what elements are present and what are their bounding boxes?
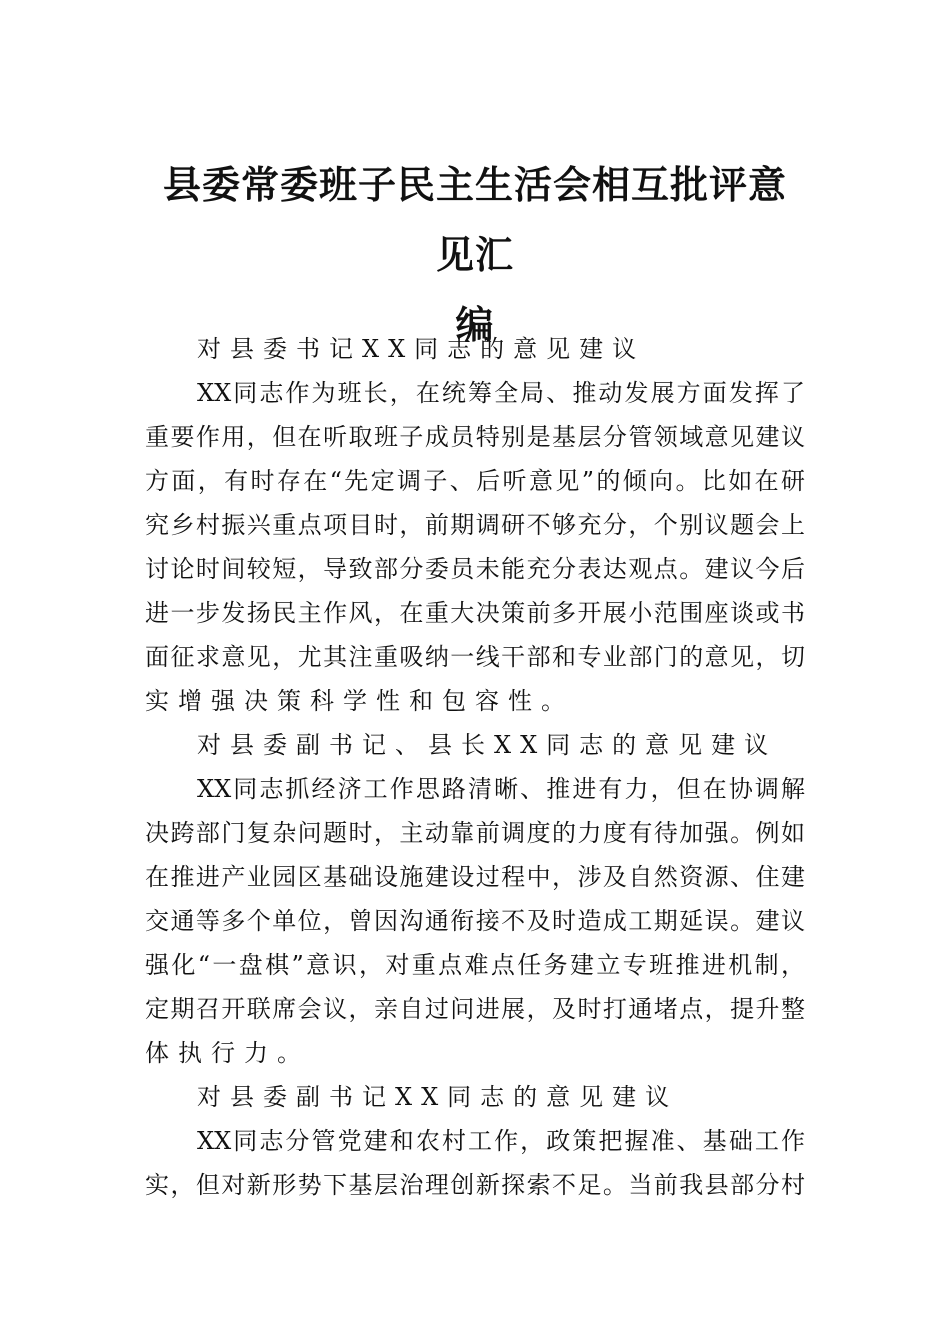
text-line: 定期召开联席会议，亲自过问进展，及时打通堵点，提升整 (145, 995, 805, 1023)
text-line: 对县委副书记、县长XX同志的意见建议 (197, 731, 778, 759)
text-line: 对县委书记XX同志的意见建议 (197, 335, 646, 363)
text-line: 面征求意见，尤其注重吸纳一线干部和专业部门的意见，切 (145, 643, 805, 671)
document-body (145, 327, 805, 1207)
title-line: 编 (455, 302, 495, 347)
text-line: 交通等多个单位，曾因沟通衔接不及时造成工期延误。建议 (145, 907, 805, 935)
text-line: 在推进产业园区基础设施建设过程中，涉及自然资源、住建 (145, 863, 805, 891)
text-line: XX同志作为班长，在统筹全局、推动发展方面发挥了 (197, 379, 805, 407)
text-line: 究乡村振兴重点项目时，前期调研不够充分，个别议题会上 (145, 511, 805, 539)
text-line: 决跨部门复杂问题时，主动靠前调度的力度有待加强。例如 (145, 819, 805, 847)
text-line: XX同志分管党建和农村工作，政策把握准、基础工作 (197, 1127, 805, 1155)
section-heading (145, 327, 805, 371)
text-line: XX同志抓经济工作思路清晰、推进有力，但在协调解 (197, 775, 805, 803)
text-line: 进一步发扬民主作风，在重大决策前多开展小范围座谈或书 (145, 599, 805, 627)
paragraph (145, 1119, 805, 1207)
text-line: 重要作用，但在听取班子成员特别是基层分管领域意见建议 (145, 423, 805, 451)
paragraph (145, 371, 805, 723)
text-line: 体执行力。 (145, 1039, 310, 1067)
section-heading (145, 723, 805, 767)
text-line: 对县委副书记XX同志的意见建议 (197, 1083, 679, 1111)
text-line: 讨论时间较短，导致部分委员未能充分表达观点。建议今后 (145, 555, 805, 583)
text-line: 实增强决策科学性和包容性。 (145, 687, 574, 715)
text-line: 实，但对新形势下基层治理创新探索不足。当前我县部分村 (145, 1171, 805, 1199)
text-line: 方面，有时存在“先定调子、后听意见”的倾向。比如在研 (145, 467, 805, 495)
paragraph (145, 767, 805, 1075)
title-line: 县委常委班子民主生活会相互批评意见汇 (162, 162, 787, 277)
text-line: 强化“一盘棋”意识，对重点难点任务建立专班推进机制， (145, 951, 805, 979)
section-heading (145, 1075, 805, 1119)
